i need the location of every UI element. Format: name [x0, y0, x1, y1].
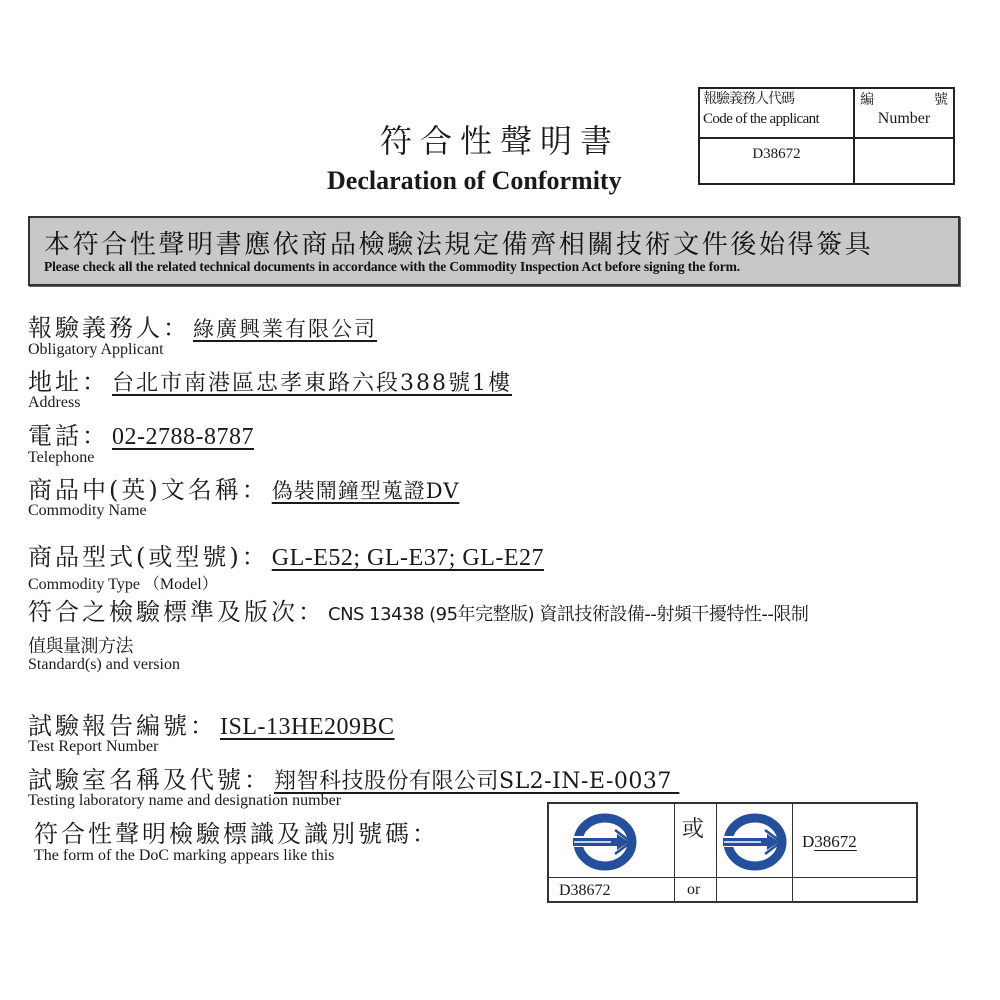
empty-cell — [793, 878, 916, 901]
or-en-text: or — [687, 881, 701, 898]
marking-option2-code-underlined: 38672 — [814, 832, 857, 851]
commodity-type-label-en: Commodity Type （Model） — [28, 576, 218, 593]
test-report-value: ISL-13HE209BC — [220, 714, 395, 740]
number-header-zh — [858, 91, 950, 109]
address-label: 地址 — [28, 368, 82, 396]
marking-option2-code — [802, 832, 857, 852]
telephone-label: 電話 — [28, 422, 82, 450]
number-header — [855, 89, 953, 139]
commodity-name-value: 偽裝鬧鐘型蒐證DV — [271, 479, 460, 503]
test-report-label-en: Test Report Number — [28, 738, 159, 755]
colon: ： — [241, 476, 266, 504]
colon: ： — [241, 543, 266, 571]
marking-label-en: The form of the DoC marking appears like this — [34, 847, 335, 864]
test-report-label: 試驗報告編號 — [28, 712, 190, 740]
address-field — [28, 362, 512, 397]
commodity-name-label-en: Commodity Name — [28, 502, 147, 519]
standard-value-line2: 值與量測方法 — [28, 636, 133, 657]
standard-value-line1: CNS 13438 (95年完整版) 資訊技術設備--射頻干擾特性--限制 — [328, 604, 809, 625]
or-zh-text: 或 — [682, 817, 705, 842]
standard-label: 符合之檢驗標準及版次 — [28, 598, 298, 626]
telephone-field — [28, 416, 254, 451]
applicant-label-en: Obligatory Applicant — [28, 341, 164, 358]
colon: ： — [190, 712, 214, 740]
marking-option2-code-prefix: D — [802, 832, 815, 851]
applicant-code-header — [700, 89, 855, 139]
marking-label: 符合性聲明檢驗標識及識別號碼 — [34, 820, 412, 848]
colon: ： — [244, 766, 268, 794]
colon: ： — [412, 820, 436, 848]
applicant-code-header-en: Code of the applicant — [703, 111, 820, 127]
notice-banner — [28, 216, 960, 286]
colon: ： — [82, 368, 106, 396]
empty-cell — [717, 878, 793, 901]
commodity-type-label: 商品型式(或型號) — [28, 543, 242, 571]
number-header-zh-left: 編 — [860, 92, 874, 108]
standard-field — [28, 592, 808, 627]
bsmi-conformity-mark-icon — [571, 812, 639, 872]
or-en-cell — [675, 878, 717, 901]
telephone-value: 02-2788-8787 — [112, 424, 254, 450]
laboratory-label: 試驗室名稱及代號 — [28, 766, 244, 794]
applicant-code-table — [698, 87, 955, 185]
number-cell — [855, 139, 953, 183]
telephone-label-en: Telephone — [28, 449, 95, 466]
marking-option1-logo-cell — [549, 804, 675, 878]
or-zh-cell — [675, 804, 717, 878]
applicant-field — [28, 308, 377, 343]
marking-table — [547, 802, 918, 903]
commodity-name-field — [28, 470, 459, 505]
laboratory-value: 翔智科技股份有限公司SL2-IN-E-0037 — [274, 769, 680, 794]
number-header-zh-right: 號 — [934, 92, 948, 108]
applicant-code-header-zh: 報驗義務人代碼 — [703, 92, 794, 107]
commodity-type-field — [28, 537, 544, 572]
commodity-type-value: GL-E52; GL-E37; GL-E27 — [271, 545, 545, 571]
laboratory-field — [28, 760, 679, 795]
laboratory-label-en: Testing laboratory name and designation number — [28, 792, 342, 809]
commodity-name-label: 商品中(英)文名稱 — [28, 476, 242, 504]
standard-label-en: Standard(s) and version — [28, 656, 180, 673]
applicant-label: 報驗義務人 — [28, 314, 163, 342]
document-title-en: Declaration of Conformity — [327, 166, 622, 195]
test-report-field — [28, 706, 395, 741]
applicant-code-value: D38672 — [752, 146, 801, 162]
colon: ： — [298, 598, 322, 626]
number-header-en: Number — [877, 110, 931, 127]
colon: ： — [163, 314, 187, 342]
address-label-en: Address — [28, 394, 81, 411]
marking-option1-code-cell — [549, 878, 675, 901]
applicant-code-cell — [700, 139, 855, 183]
marking-option2-code-cell — [793, 804, 916, 878]
document-title-zh: 符合性聲明書 — [380, 122, 621, 160]
address-value: 台北市南港區忠孝東路六段388號1樓 — [112, 371, 512, 396]
applicant-value: 綠廣興業有限公司 — [193, 317, 377, 341]
bsmi-conformity-mark-icon — [721, 812, 789, 872]
marking-option1-code: D38672 — [559, 882, 611, 899]
notice-banner-zh: 本符合性聲明書應依商品檢驗法規定備齊相關技術文件後始得簽具 — [44, 230, 874, 260]
notice-banner-en: Please check all the related technical documents in accordance with the Commodity Inspection Act before signing the form. — [44, 259, 741, 274]
marking-field — [34, 814, 442, 849]
marking-option2-logo-cell — [717, 804, 793, 878]
colon: ： — [82, 422, 106, 450]
